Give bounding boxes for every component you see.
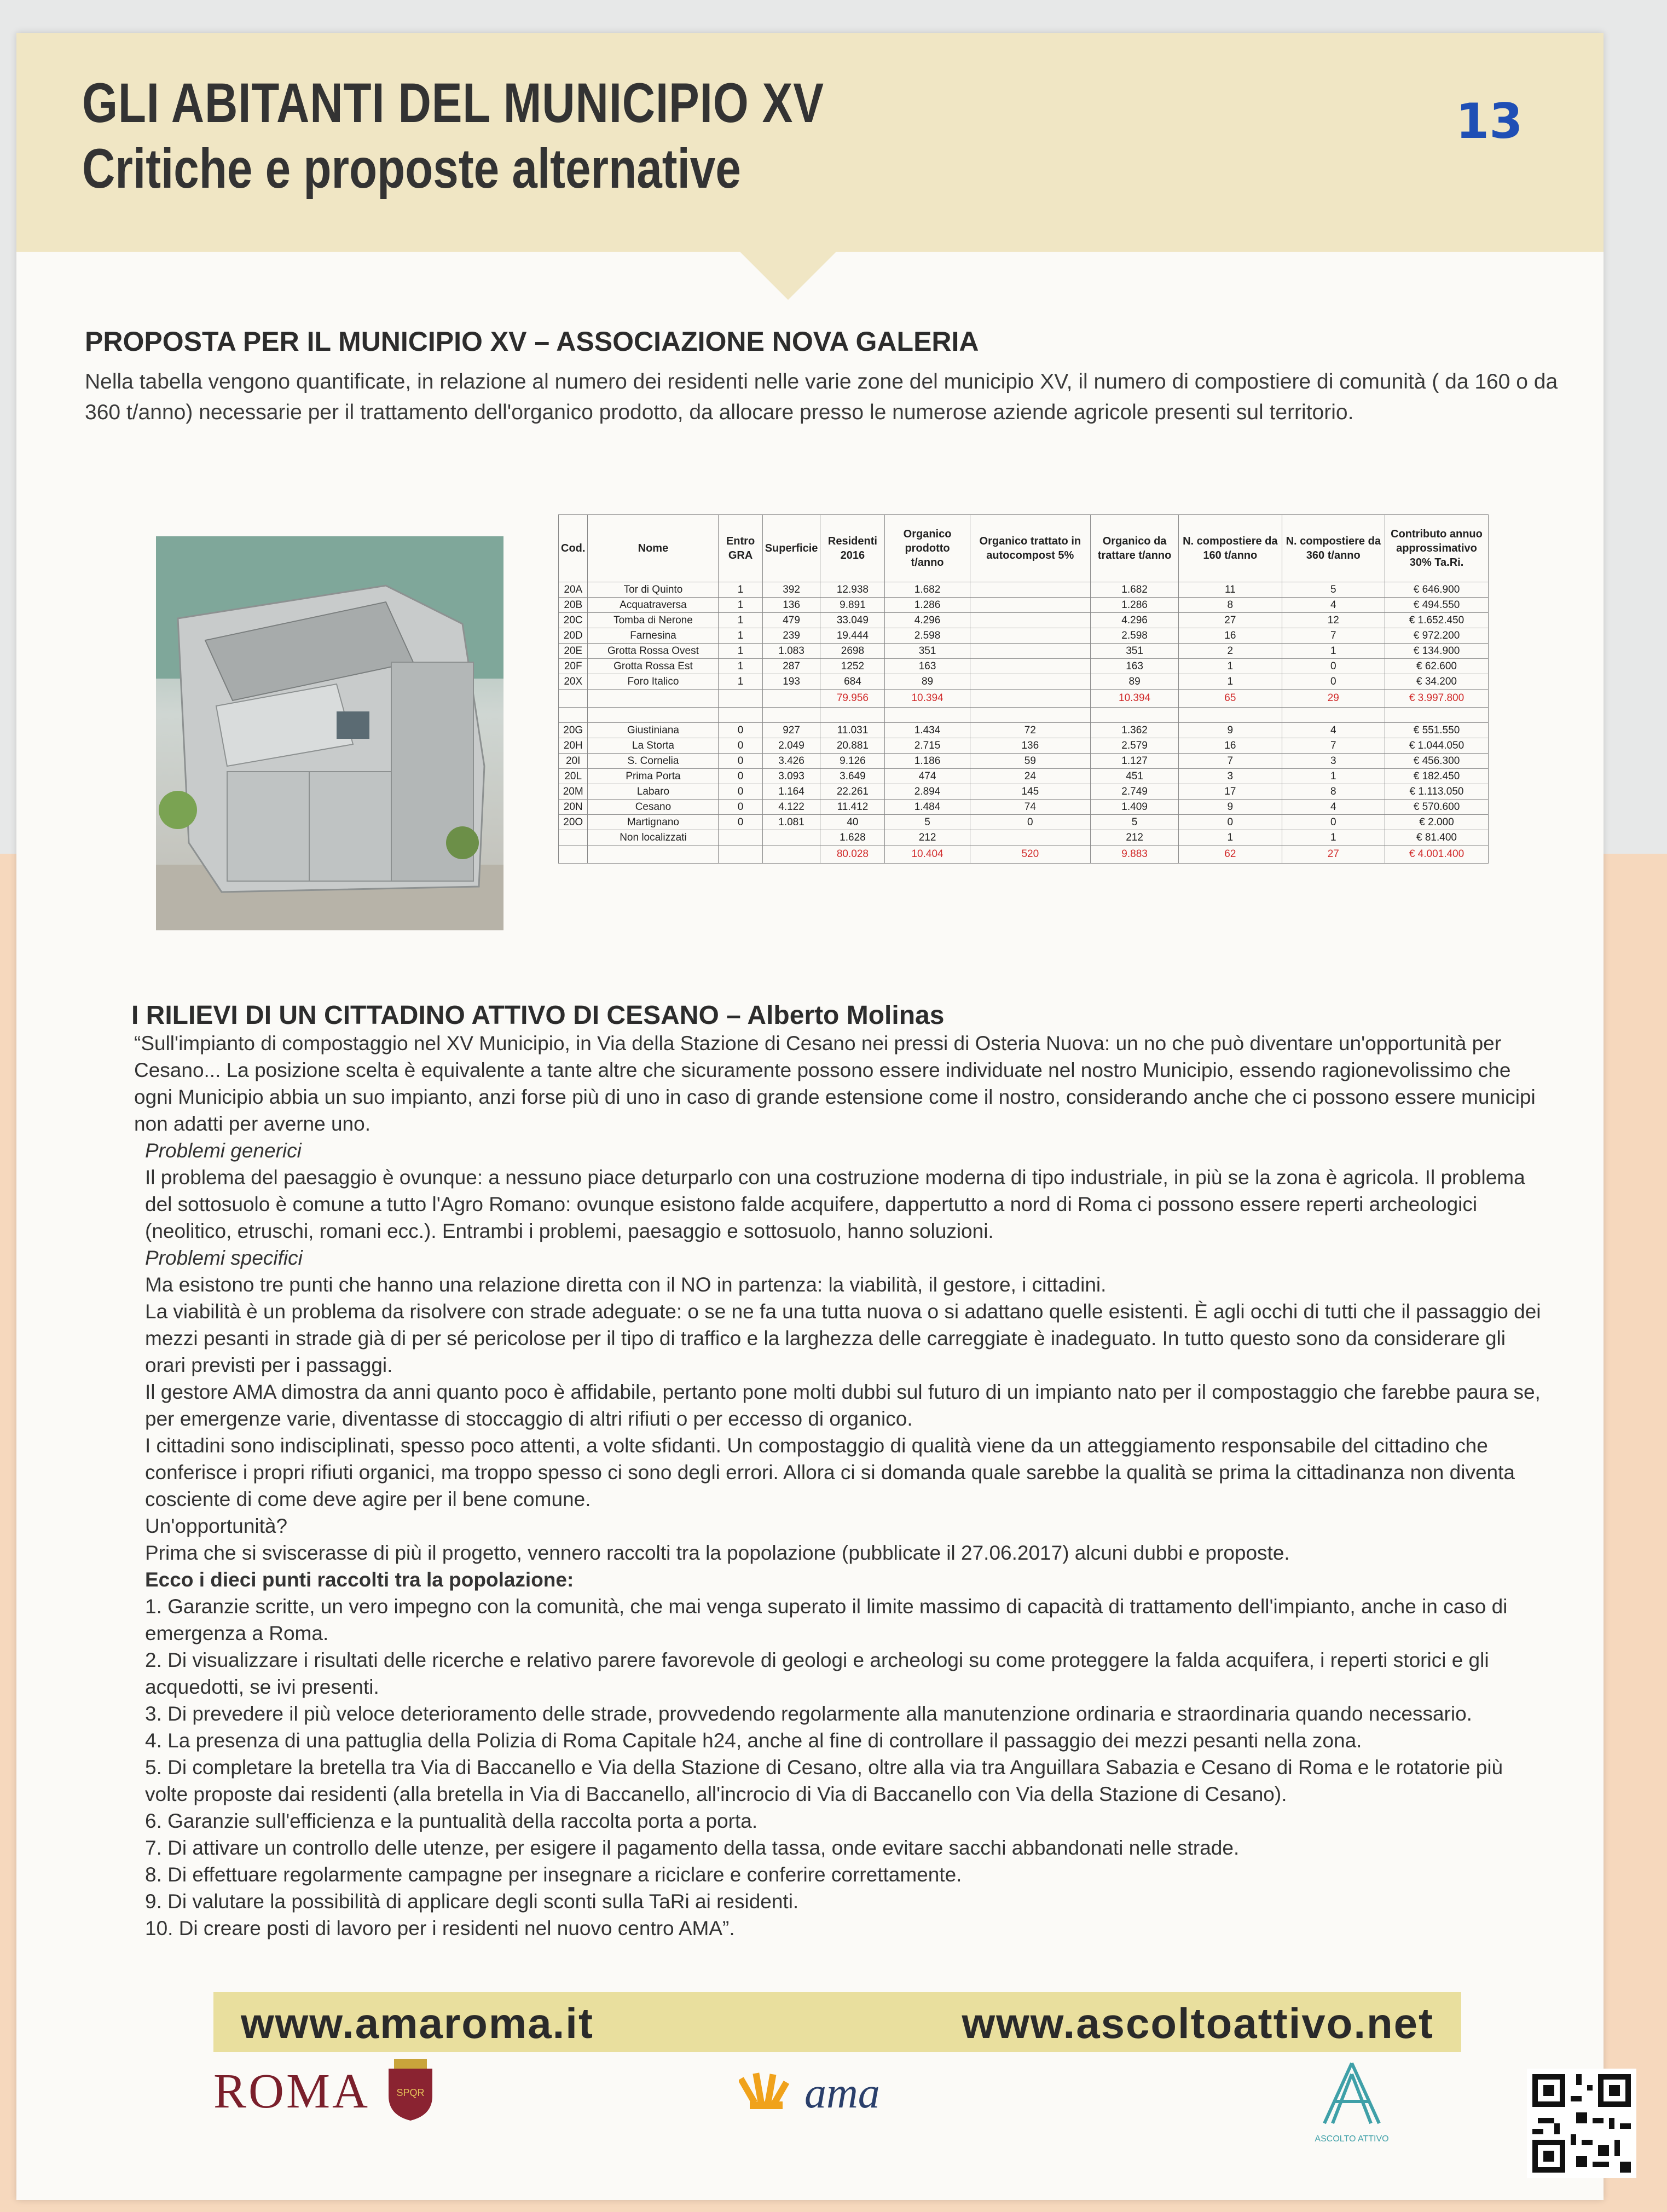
ascolto-attivo-icon — [1324, 2063, 1379, 2123]
table-cell: € 2.000 — [1385, 815, 1489, 830]
table-row — [559, 659, 1489, 674]
table-row — [559, 582, 1489, 598]
table-cell: 1.083 — [762, 644, 820, 659]
table-cell — [588, 690, 719, 708]
table-cell: Martignano — [588, 815, 719, 830]
table-cell: 212 — [1091, 830, 1179, 846]
footer-band — [213, 1992, 1461, 2052]
opportunity-label: Un'opportunità? — [145, 1515, 288, 1537]
table-cell: 27 — [1282, 846, 1385, 864]
table-cell: 1 — [719, 659, 762, 674]
specific-paragraph: Il gestore AMA dimostra da anni quanto poco è affidabile, pertanto pone molti dubbi sul futuro di un impianto nato per il compostaggio che farebbe paura se, per emergenze varie, diventasse di stoccaggio di altri rifiuti o per eccesso di organico. — [145, 1381, 1541, 1430]
table-cell: Acquatraversa — [588, 598, 719, 613]
table-spacer-row — [559, 708, 1489, 723]
table-cell: 684 — [820, 674, 885, 690]
opportunity-paragraph: Prima che si sviscerasse di più il progetto, vennero raccolti tra la popolazione (pubblicate il 27.06.2017) alcuni dubbi e proposte. — [145, 1542, 1290, 1564]
table-cell: 0 — [719, 754, 762, 769]
table-cell: 17 — [1179, 784, 1282, 800]
table-cell: 10.404 — [885, 846, 970, 864]
table-cell — [588, 846, 719, 864]
table-cell: 20B — [559, 598, 588, 613]
table-cell: € 494.550 — [1385, 598, 1489, 613]
table-cell: Cesano — [588, 800, 719, 815]
table-cell: € 1.113.050 — [1385, 784, 1489, 800]
table-total-row — [559, 846, 1489, 864]
table-cell: 20D — [559, 628, 588, 644]
table-cell: 9 — [1179, 723, 1282, 738]
table-cell: 10.394 — [885, 690, 970, 708]
table-cell — [970, 644, 1090, 659]
table-cell: 136 — [762, 598, 820, 613]
table-cell: 193 — [762, 674, 820, 690]
point-item: 7. Di attivare un controllo delle utenze, per esigere il pagamento della tassa, onde evitare sacchi abbandonati nelle strade. — [145, 1837, 1240, 1859]
table-cell: 16 — [1179, 738, 1282, 754]
table-cell: 5 — [1091, 815, 1179, 830]
table-cell: 20A — [559, 582, 588, 598]
table-cell — [970, 659, 1090, 674]
table-header: N. compostiere da 360 t/anno — [1282, 515, 1385, 582]
table-cell: 239 — [762, 628, 820, 644]
table-cell: Tor di Quinto — [588, 582, 719, 598]
table-cell: 29 — [1282, 690, 1385, 708]
table-cell: 20C — [559, 613, 588, 628]
table-cell: 1 — [719, 613, 762, 628]
table-cell: 4.122 — [762, 800, 820, 815]
table-cell: 62 — [1179, 846, 1282, 864]
table-cell: 74 — [970, 800, 1090, 815]
table-cell: 1.682 — [1091, 582, 1179, 598]
table-cell: 2.749 — [1091, 784, 1179, 800]
table-cell: 0 — [1282, 674, 1385, 690]
section2-body — [134, 1030, 1546, 1942]
table-cell: 4 — [1282, 800, 1385, 815]
table-cell: 24 — [970, 769, 1090, 784]
table-cell: 20.881 — [820, 738, 885, 754]
table-cell: 12 — [1282, 613, 1385, 628]
table-cell: Farnesina — [588, 628, 719, 644]
header-arrow — [739, 251, 837, 300]
roma-crest-icon — [383, 2058, 438, 2123]
table-cell: 1 — [1282, 769, 1385, 784]
table-cell — [559, 708, 588, 723]
table-cell: 0 — [1179, 815, 1282, 830]
point-item: 1. Garanzie scritte, un vero impegno con la comunità, che mai venga superato il limite massimo di capacità di trattamento dell'impianto, anche in caso di emergenza a Roma. — [145, 1595, 1508, 1644]
table-cell: 0 — [970, 815, 1090, 830]
table-cell: 65 — [1179, 690, 1282, 708]
table-cell: 3.093 — [762, 769, 820, 784]
table-row — [559, 674, 1489, 690]
table-cell: Non localizzati — [588, 830, 719, 846]
table-cell: 11.412 — [820, 800, 885, 815]
table-cell: 4.296 — [1091, 613, 1179, 628]
table-cell: 20O — [559, 815, 588, 830]
table-row — [559, 628, 1489, 644]
table-cell: 3 — [1282, 754, 1385, 769]
table-cell: 474 — [885, 769, 970, 784]
table-cell: 1 — [719, 582, 762, 598]
table-cell: 0 — [1282, 659, 1385, 674]
table-cell: 136 — [970, 738, 1090, 754]
table-cell — [1179, 708, 1282, 723]
table-cell: 40 — [820, 815, 885, 830]
table-row — [559, 769, 1489, 784]
table-cell — [719, 708, 762, 723]
table-cell: 1 — [1179, 659, 1282, 674]
points-heading: Ecco i dieci punti raccolti tra la popolazione: — [145, 1568, 574, 1591]
table-cell — [559, 690, 588, 708]
svg-text:SPQR: SPQR — [396, 2087, 425, 2098]
point-item: 3. Di prevedere il più veloce deterioramento delle strade, provvedendo regolarmente alla manutenzione ordinaria e straordinaria quando necessario. — [145, 1703, 1472, 1725]
table-cell: 163 — [885, 659, 970, 674]
table-cell — [820, 708, 885, 723]
table-cell: 1 — [719, 598, 762, 613]
table-cell — [559, 846, 588, 864]
ascolto-attivo-label: ASCOLTO ATTIVO — [1315, 2134, 1389, 2144]
table-header: Organico trattato in autocompost 5% — [970, 515, 1090, 582]
generic-paragraph: Il problema del paesaggio è ovunque: a nessuno piace deturparlo con una costruzione moderna di tipo industriale, in più se la zona è agricola. Il problema del sottosuolo è comune a tutto l'Agro Romano: ovunque esistono falde acquifere, dappertutto a nord di Roma ci possono essere reperti archeologici (neolitico, etruschi, romani ecc.). Entrambi i problemi, paesaggio e sottosuolo, hanno soluzioni. — [145, 1166, 1525, 1242]
table-cell: 20G — [559, 723, 588, 738]
table-cell: € 81.400 — [1385, 830, 1489, 846]
table-cell: € 34.200 — [1385, 674, 1489, 690]
table-cell: 12.938 — [820, 582, 885, 598]
table-cell: 2.715 — [885, 738, 970, 754]
table-cell: € 1.044.050 — [1385, 738, 1489, 754]
table-cell: 451 — [1091, 769, 1179, 784]
page-title: GLI ABITANTI DEL MUNICIPIO XV — [82, 72, 824, 134]
table-cell: 145 — [970, 784, 1090, 800]
table-cell: 1.484 — [885, 800, 970, 815]
table-row — [559, 800, 1489, 815]
table-cell: 0 — [719, 784, 762, 800]
table-cell: 2.579 — [1091, 738, 1179, 754]
table-cell: 351 — [885, 644, 970, 659]
table-cell: 9.883 — [1091, 846, 1179, 864]
table-cell: 20N — [559, 800, 588, 815]
table-header: Organico da trattare t/anno — [1091, 515, 1179, 582]
table-cell — [970, 613, 1090, 628]
table-cell — [1091, 708, 1179, 723]
table-cell: 8 — [1282, 784, 1385, 800]
table-cell: 1 — [1179, 830, 1282, 846]
poster — [16, 33, 1604, 2200]
table-cell: 0 — [719, 815, 762, 830]
table-cell: € 570.600 — [1385, 800, 1489, 815]
point-item: 10. Di creare posti di lavoro per i residenti nel nuovo centro AMA”. — [145, 1917, 735, 1939]
table-cell: 1252 — [820, 659, 885, 674]
page-number: 13 — [1456, 93, 1523, 149]
table-cell: 20I — [559, 754, 588, 769]
table-cell — [719, 690, 762, 708]
table-cell: S. Cornelia — [588, 754, 719, 769]
table-cell: 287 — [762, 659, 820, 674]
table-row — [559, 784, 1489, 800]
table-row — [559, 815, 1489, 830]
compost-machine-photo — [156, 536, 503, 930]
table-cell — [970, 690, 1090, 708]
table-header: Nome — [588, 515, 719, 582]
table-cell: 20M — [559, 784, 588, 800]
table-cell: 89 — [885, 674, 970, 690]
specific-paragraph: La viabilità è un problema da risolvere con strade adeguate: o se ne fa una tutta nuova o si adattano quelle esistenti. È agli occhi di tutti che il passaggio dei mezzi pesanti in strade già di per sé pericolose per il tipo di traffico e la larghezza delle carreggiate è inadeguato. In tutto questo sono da considerare gli orari previsti per i passaggi. — [145, 1300, 1541, 1376]
table-cell: 1.628 — [820, 830, 885, 846]
table-cell: 1.286 — [885, 598, 970, 613]
table-cell: 3.426 — [762, 754, 820, 769]
table-cell: 392 — [762, 582, 820, 598]
point-item: 2. Di visualizzare i risultati delle ricerche e relativo parere favorevole di geologi e archeologi su come proteggere la falda acquifera, i reperti storici e gli acquedotti, se ivi presenti. — [145, 1649, 1489, 1698]
section1-heading: PROPOSTA PER IL MUNICIPIO XV – ASSOCIAZIONE NOVA GALERIA — [85, 326, 979, 357]
table-row — [559, 738, 1489, 754]
intro-paragraph: “Sull'impianto di compostaggio nel XV Municipio, in Via della Stazione di Cesano nei pressi di Osteria Nuova: un no che può diventare un'opportunità per Cesano... La posizione scelta è equivalente a tante altre che sicuramente possono essere individuate nel nostro Municipio, essendo ragionevolissimo che ogni Municipio abbia un suo impianto, anzi forse più di uno in caso di grande estensione come il nostro, considerando anche che ci possono essere municipi non adatti per averne uno. — [134, 1032, 1536, 1135]
table-header: Contributo annuo approssimativo 30% Ta.Ri. — [1385, 515, 1489, 582]
table-cell — [588, 708, 719, 723]
table-cell: 1 — [1282, 644, 1385, 659]
table-cell: 9.891 — [820, 598, 885, 613]
table-cell: 19.444 — [820, 628, 885, 644]
table-cell: 2 — [1179, 644, 1282, 659]
table-cell: € 62.600 — [1385, 659, 1489, 674]
table-cell: Foro Italico — [588, 674, 719, 690]
table-header: Superficie — [762, 515, 820, 582]
table-cell: 20E — [559, 644, 588, 659]
table-cell — [762, 846, 820, 864]
table-row — [559, 598, 1489, 613]
table-cell: Grotta Rossa Ovest — [588, 644, 719, 659]
table-cell — [970, 582, 1090, 598]
table-cell: 163 — [1091, 659, 1179, 674]
table-row — [559, 754, 1489, 769]
table-cell: Labaro — [588, 784, 719, 800]
table-cell: 1 — [719, 628, 762, 644]
ascolto-attivo-logo — [1303, 2058, 1401, 2156]
table-cell: 5 — [1282, 582, 1385, 598]
table-cell: 1 — [1179, 674, 1282, 690]
table-cell — [885, 708, 970, 723]
table-header-row — [559, 515, 1489, 582]
table-cell — [559, 830, 588, 846]
table-header: Residenti 2016 — [820, 515, 885, 582]
specific-paragraph: I cittadini sono indisciplinati, spesso poco attenti, a volte sfidanti. Un compostaggio di qualità viene da un atteggiamento responsabile del cittadino che conferisce i propri rifiuti organici, ma troppo spesso ci sono degli errori. Allora ci si domanda quale sarebbe la qualità se prima la cittadinanza non diventa cosciente di come deve agire per il bene comune. — [145, 1434, 1515, 1510]
table-cell: € 182.450 — [1385, 769, 1489, 784]
table-cell: € 972.200 — [1385, 628, 1489, 644]
point-item: 4. La presenza di una pattuglia della Polizia di Roma Capitale h24, anche al fine di controllare il passaggio dei mezzi pesanti nella zona. — [145, 1729, 1362, 1752]
table-cell: 7 — [1179, 754, 1282, 769]
table-cell — [970, 708, 1090, 723]
table-cell: 1.127 — [1091, 754, 1179, 769]
table-cell: 20X — [559, 674, 588, 690]
table-cell: 89 — [1091, 674, 1179, 690]
table-cell: 11 — [1179, 582, 1282, 598]
table-cell: 4.296 — [885, 613, 970, 628]
table-cell: 27 — [1179, 613, 1282, 628]
table-cell: 2.894 — [885, 784, 970, 800]
table-cell: 1.081 — [762, 815, 820, 830]
ascoltoattivo-link[interactable]: www.ascoltoattivo.net — [962, 1999, 1434, 2047]
page-subtitle: Critiche e proposte alternative — [82, 137, 741, 200]
table-cell: 20H — [559, 738, 588, 754]
table-row — [559, 613, 1489, 628]
table-cell: 20L — [559, 769, 588, 784]
table-cell: 5 — [885, 815, 970, 830]
table-cell: 22.261 — [820, 784, 885, 800]
table-row — [559, 830, 1489, 846]
table-header: Cod. — [559, 515, 588, 582]
table-cell: 4 — [1282, 723, 1385, 738]
table-cell: 1.409 — [1091, 800, 1179, 815]
table-cell: 7 — [1282, 738, 1385, 754]
table-cell: € 551.550 — [1385, 723, 1489, 738]
specific-label: Problemi specifici — [145, 1247, 303, 1269]
table-cell: € 134.900 — [1385, 644, 1489, 659]
table-cell: 2.598 — [1091, 628, 1179, 644]
roma-logo: ROMA — [213, 2064, 371, 2118]
point-item: 6. Garanzie sull'efficienza e la puntualità della raccolta porta a porta. — [145, 1810, 758, 1832]
table-cell — [1385, 708, 1489, 723]
specific-paragraph: Ma esistono tre punti che hanno una relazione diretta con il NO in partenza: la viabilità, il gestore, i cittadini. — [145, 1273, 1107, 1296]
point-item: 8. Di effettuare regolarmente campagne per insegnare a riciclare e conferire correttamente. — [145, 1863, 962, 1886]
table-cell: € 646.900 — [1385, 582, 1489, 598]
table-cell: 9.126 — [820, 754, 885, 769]
table-row — [559, 644, 1489, 659]
table-cell: 0 — [719, 800, 762, 815]
table-cell: 4 — [1282, 598, 1385, 613]
table-cell — [970, 830, 1090, 846]
table-cell: € 456.300 — [1385, 754, 1489, 769]
table-header: Organico prodotto t/anno — [885, 515, 970, 582]
table-cell: Prima Porta — [588, 769, 719, 784]
point-item: 5. Di completare la bretella tra Via di Baccanello e Via della Stazione di Cesano, oltre alla via tra Anguillara Sabazia e Cesano di Roma e le rotatorie più volte proposte dai residenti (alla bretella in Via di Baccanello, all'incrocio di Via di Baccanello con Via della Stazione di Cesano). — [145, 1756, 1503, 1805]
table-cell: 0 — [719, 723, 762, 738]
table-cell: 9 — [1179, 800, 1282, 815]
table-cell: 11.031 — [820, 723, 885, 738]
table-cell: 10.394 — [1091, 690, 1179, 708]
table-cell: 1.286 — [1091, 598, 1179, 613]
table-cell: 1.186 — [885, 754, 970, 769]
table-cell: 3.649 — [820, 769, 885, 784]
table-cell: La Storta — [588, 738, 719, 754]
table-cell — [970, 674, 1090, 690]
table-cell: 7 — [1282, 628, 1385, 644]
table-cell: 79.956 — [820, 690, 885, 708]
table-cell: 20F — [559, 659, 588, 674]
table-cell: Tomba di Nerone — [588, 613, 719, 628]
table-cell: 1 — [719, 644, 762, 659]
table-cell: 3 — [1179, 769, 1282, 784]
section2-heading: I RILIEVI DI UN CITTADINO ATTIVO DI CESANO – Alberto Molinas — [131, 1001, 945, 1030]
table-cell: 59 — [970, 754, 1090, 769]
table-cell: 520 — [970, 846, 1090, 864]
table-header: Entro GRA — [719, 515, 762, 582]
table-cell — [970, 598, 1090, 613]
compost-table — [558, 514, 1489, 864]
table-cell: 16 — [1179, 628, 1282, 644]
ama-wordmark: ama — [804, 2069, 880, 2117]
section1-text: Nella tabella vengono quantificate, in relazione al numero dei residenti nelle varie zone del municipio XV, il numero di compostiere di comunità ( da 160 o da 360 t/anno) necessarie per il trattamento dell'organico prodotto, da allocare presso le numerose aziende agricole presenti sul territorio. — [85, 370, 1558, 424]
table-cell: € 3.997.800 — [1385, 690, 1489, 708]
table-cell: 479 — [762, 613, 820, 628]
table-cell: Grotta Rossa Est — [588, 659, 719, 674]
table-header: N. compostiere da 160 t/anno — [1179, 515, 1282, 582]
table-row — [559, 723, 1489, 738]
table-subtotal-row — [559, 690, 1489, 708]
table-cell: 351 — [1091, 644, 1179, 659]
table-cell: 1 — [719, 674, 762, 690]
table-cell: 0 — [719, 769, 762, 784]
table-cell: 2698 — [820, 644, 885, 659]
table-cell: 0 — [719, 738, 762, 754]
table-cell — [970, 628, 1090, 644]
table-cell: 212 — [885, 830, 970, 846]
table-cell: 1.434 — [885, 723, 970, 738]
table-cell: 1.164 — [762, 784, 820, 800]
table-cell — [762, 708, 820, 723]
table-cell: 1.682 — [885, 582, 970, 598]
ama-hand-icon — [739, 2072, 789, 2109]
table-cell — [762, 690, 820, 708]
table-cell — [719, 830, 762, 846]
table-cell: 927 — [762, 723, 820, 738]
table-cell: 1 — [1282, 830, 1385, 846]
generic-label: Problemi generici — [145, 1139, 302, 1162]
table-cell: 1.362 — [1091, 723, 1179, 738]
table-cell: Giustiniana — [588, 723, 719, 738]
amaroma-link[interactable]: www.amaroma.it — [241, 1999, 594, 2047]
qr-code-icon[interactable] — [1527, 2069, 1636, 2178]
table-cell: € 1.652.450 — [1385, 613, 1489, 628]
table-cell: 2.049 — [762, 738, 820, 754]
table-cell: 72 — [970, 723, 1090, 738]
table-cell: 2.598 — [885, 628, 970, 644]
point-item: 9. Di valutare la possibilità di applicare degli sconti sulla TaRi ai residenti. — [145, 1890, 799, 1913]
table-cell: 33.049 — [820, 613, 885, 628]
table-cell — [719, 846, 762, 864]
ama-logo — [739, 2069, 919, 2123]
table-cell: 0 — [1282, 815, 1385, 830]
table-cell — [1282, 708, 1385, 723]
table-cell: € 4.001.400 — [1385, 846, 1489, 864]
table-cell: 80.028 — [820, 846, 885, 864]
table-cell — [762, 830, 820, 846]
table-cell: 8 — [1179, 598, 1282, 613]
